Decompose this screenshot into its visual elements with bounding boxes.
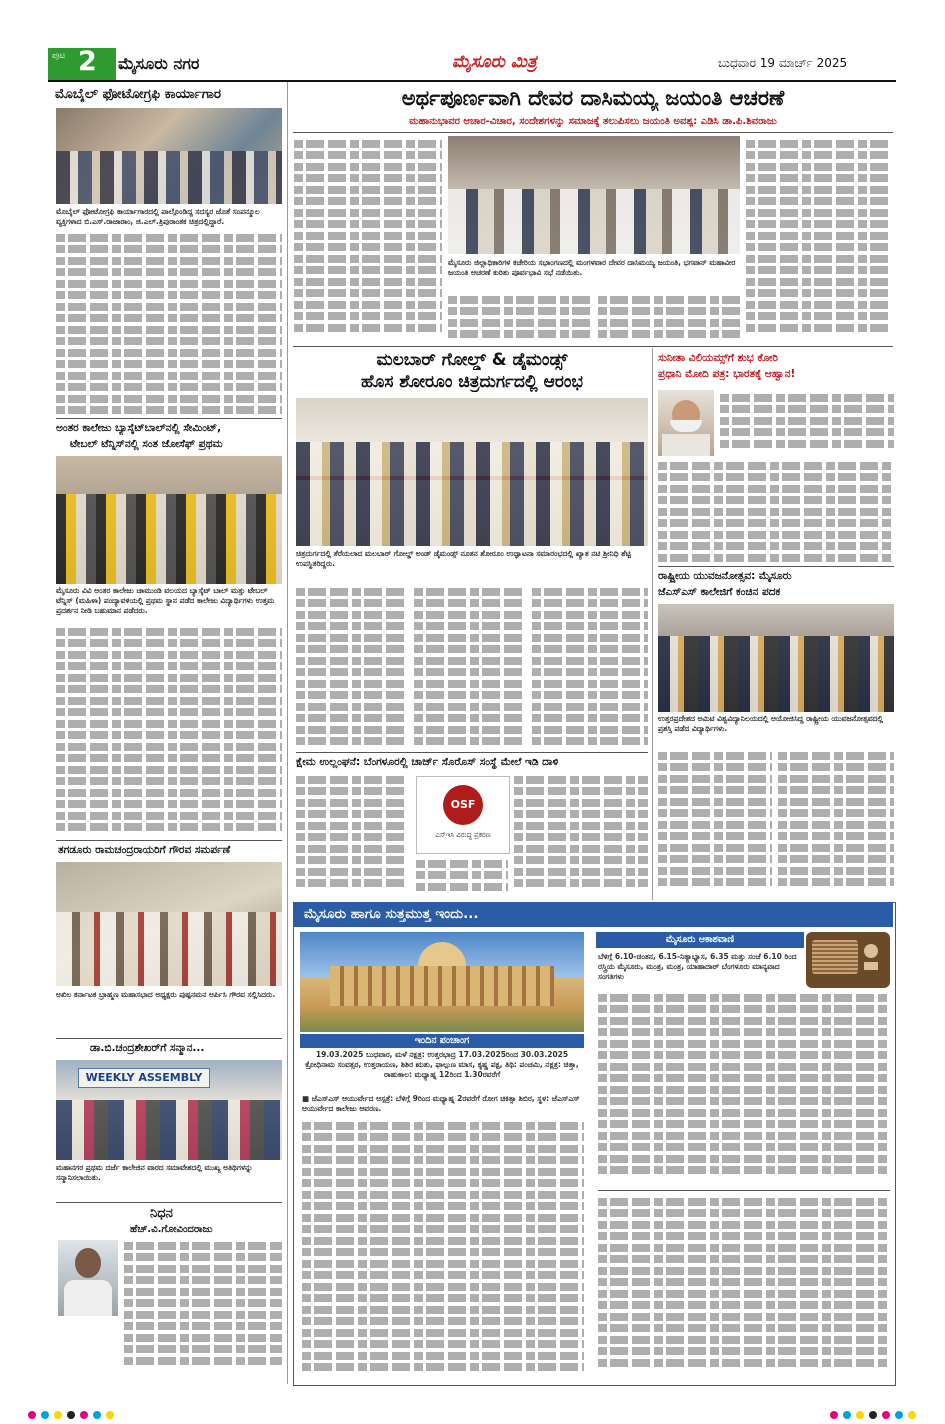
divider — [56, 840, 282, 841]
registration-dot — [106, 1411, 114, 1419]
pm-portrait — [658, 390, 714, 456]
lead-caption: ಮೈಸೂರು ಜಿಲ್ಲಾಧಿಕಾರಿಗಳ ಕಚೇರಿಯ ಸಭಾಂಗಣದಲ್ಲಿ ಮಂಗಳವಾರ ದೇವರ ದಾಸಿಮಯ್ಯ ಜಯಂತಿ, ಭಗವಾನ್ ಮಹಾವೀರ ಜಯಂತಿ ಆಚರಣೆ ಕುರಿತು ಪೂರ್ವಭಾವಿ ಸಭೆ ನಡೆಯಿತು. — [448, 258, 736, 277]
obituary-portrait — [58, 1240, 118, 1316]
page-label: ಪುಟ — [52, 51, 66, 61]
youth-fest-headline-2: ಜೆಎಸ್‌ಎಸ್ ಕಾಲೇಜಿಗೆ ಕಂಚಿನ ಪದಕ — [658, 586, 781, 598]
lead-body-col4 — [746, 136, 892, 344]
ed-raid-headline: ಕ್ಷೇಮ ಉಲ್ಲಂಘನೆ: ಬೆಂಗಳೂರಲ್ಲಿ ಚಾರ್ಜ್ ಸೊರೊಸ್ ಸಂಸ್ಥೆ ಮೇಲೆ ಇಡಿ ದಾಳಿ — [296, 756, 559, 768]
divider — [293, 346, 893, 347]
caption-workshop: ಮೊಬೈಲ್ ಫೋಟೋಗ್ರಫಿ ಕಾರ್ಯಾಗಾರದಲ್ಲಿ ಪಾಲ್ಗೊಂಡಿದ್ದ ಸದಸ್ಯರ ಜೊತೆ ಸಂಪನ್ಮೂಲ ವ್ಯಕ್ತಿಗಳಾದ ಬಿ.ಎಸ್.ರಾಜಾರಾಂ, ಜಿ.ಎಲ್.ತ್ರಿಪುರಾಂತಕ ಚಿತ್ರದಲ್ಲಿದ್ದಾರೆ. — [56, 207, 260, 226]
divider — [56, 1038, 282, 1039]
radio-title: ಮೈಸೂರು ಆಕಾಶವಾಣಿ — [665, 934, 735, 945]
radio-header — [596, 932, 804, 948]
osf-logo — [416, 776, 510, 854]
panchanga-text: 19.03.2025 ಬುಧವಾರ, ಮಳೆ ನಕ್ಷತ್ರ: ಉತ್ತರಭಾದ್ರ 17.03.2025ರಿಂದ 30.03.2025 ಕ್ರೋಧಿನಾಮ ಸಂವತ್ಸರ, ಉತ್ತರಾಯಣ, ಶಿಶಿರ ಋತು, ಫಾಲ್ಗುಣ ಮಾಸ, ಕೃಷ್ಣ ಪಕ್ಷ, ತಿಥಿ: ಪಂಚಮಿ, ನಕ್ಷತ್ರ: ಚಿತ್ತಾ, ರಾಹುಕಾಲ: ಮಧ್ಯಾಹ್ನ 12ರಿಂದ 1.30ರವರೆಗೆ — [305, 1050, 579, 1079]
headline-felicitation-2: ಡಾ.ಬಿ.ಚಂದ್ರಶೇಖರ್‌ಗೆ ಸನ್ಮಾನ... — [90, 1042, 205, 1054]
lead-body-col3 — [598, 292, 740, 344]
registration-dot — [80, 1411, 88, 1419]
obituary-name: ಹೆಚ್.ವಿ.ಗೋವಿಂದರಾಜು — [130, 1224, 213, 1235]
group-photo-workshop — [56, 108, 282, 204]
divider — [598, 1190, 890, 1191]
article-body-sports — [56, 624, 282, 836]
malabar-headline-2: ಹೊಸ ಶೋರೂಂ ಚಿತ್ರದುರ್ಗದಲ್ಲಿ ಆರಂಭ — [361, 372, 583, 392]
lead-body-col1 — [294, 136, 442, 344]
divider — [56, 418, 282, 419]
weekly-assembly-board: WEEKLY ASSEMBLY — [78, 1068, 210, 1088]
headline-basketball-2: ಟೇಬಲ್ ಟೆನ್ನಿಸ್‌ನಲ್ಲಿ ಸಂತ ಜೋಸೆಫ್ ಪ್ರಥಮ — [70, 438, 223, 450]
showroom-inauguration-photo — [296, 398, 648, 546]
issue-date: ಬುಧವಾರ 19 ಮಾರ್ಚ್ 2025 — [718, 56, 848, 70]
radio-icon — [806, 932, 890, 988]
lead-body-col2 — [448, 292, 590, 344]
registration-dot — [908, 1411, 916, 1419]
malabar-body-col3 — [532, 584, 648, 750]
page-number-badge — [48, 48, 116, 80]
felicitation-photo — [56, 862, 282, 986]
section-title: ಮೈಸೂರು ನಗರ — [118, 48, 278, 80]
event-item-first: ■ ಜೆಎಸ್ಎಸ್ ಆಯುರ್ವೇದ ಆಸ್ಪತ್ರೆ: ಬೆಳಿಗ್ಗೆ 9ರಿಂದ ಮಧ್ಯಾಹ್ನ 2ರವರೆಗೆ ರೋಗ ಚಿಕಿತ್ಸಾ ಶಿಬಿರ, ಸ್ಥಳ: ಜೆಎಸ್ಎಸ್ ಆಯುರ್ವೇದ ಕಾಲೇಜು ಆವರಣ. — [302, 1094, 580, 1113]
assembly-photo — [56, 1060, 282, 1160]
events-banner — [294, 903, 893, 927]
youth-fest-caption: ಉತ್ತರಪ್ರದೇಶದ ಅಮಿಟಿ ವಿಶ್ವವಿದ್ಯಾನಿಲಯದಲ್ಲಿ ಆಯೋಜಿಸಿದ್ದ ರಾಷ್ಟ್ರೀಯ ಯುವಜನೋತ್ಸವದಲ್ಲಿ ಪ್ರಶಸ್ತಿ ಪಡೆದ ವಿದ್ಯಾರ್ಥಿಗಳು. — [658, 714, 884, 733]
sunita-headline-1: ಸುನೀತಾ ವಿಲಿಯಮ್ಸ್‌ಗೆ ಶುಭ ಕೋರಿ — [658, 352, 778, 364]
registration-dot — [830, 1411, 838, 1419]
osf-logo-mark: OSF — [443, 785, 483, 825]
radio-schedule-first: ಬೆಳಿಗ್ಗೆ 6.10-ಚಿಂತನ, 6.15-ನಿತ್ಯಾಭ್ಯಾಸ, 6.35 ಮತ್ತು ಸಂಜೆ 6.10 ರಿಂದ ರಸ್ತ್ರಿಯ ಮೈಸೂರು, ಮಂತ್ರ, ಮಂತ್ರ, ಯಾಹಾದಾರ್ ಬೆಂಗಳೂರು ಮಾನ್ಯವಾದ ಸಂಗತಿಗಳು — [598, 952, 797, 981]
sunita-body — [658, 458, 894, 564]
malabar-caption: ಚಿತ್ರದುರ್ಗದಲ್ಲಿ ತೆರೆಯಲಾದ ಮಲಬಾರ್ ಗೋಲ್ಡ್ ಅಂಡ್ ಡೈಮಂಡ್ಸ್ ನೂತನ ಶೋರೂಂ ಉದ್ಘಾಟನಾ ಸಮಾರಂಭದಲ್ಲಿ ಖ್ಯಾತ ನಟಿ ಶ್ರೀನಿಧಿ ಶೆಟ್ಟಿ ಉಪಸ್ಥಿತರಿದ್ದರು. — [296, 549, 632, 568]
osf-logo-caption: ಎಸ್‌ಇಸಿ ವಿರುದ್ಧ ಪ್ರಕರಣ — [435, 831, 491, 839]
registration-dot — [28, 1411, 36, 1419]
page-number: 2 — [78, 46, 97, 77]
mysore-palace-photo — [300, 932, 584, 1032]
radio-schedule — [598, 990, 890, 1188]
divider — [658, 566, 894, 567]
ed-body-col2 — [416, 856, 508, 898]
registration-dot — [895, 1411, 903, 1419]
registration-dot — [67, 1411, 75, 1419]
headline-basketball-1: ಅಂತರ ಕಾಲೇಜು ಬ್ಯಾಸ್ಕೆಟ್‌ಬಾಲ್‌ನಲ್ಲಿ ಸೇಮಿಂಟ್, — [56, 422, 222, 434]
registration-dot — [869, 1411, 877, 1419]
events-list — [302, 1118, 584, 1380]
registration-dot — [54, 1411, 62, 1419]
masthead-rule — [48, 80, 896, 82]
ed-body-col1 — [296, 772, 408, 898]
sunita-headline-2: ಪ್ರಧಾನಿ ಮೋದಿ ಪತ್ರ: ಭಾರತಕ್ಕೆ ಆಹ್ವಾನ! — [658, 368, 796, 380]
caption-assembly: ಮಹಾನಗರ ಪ್ರಥಮ ದರ್ಜೆ ಕಾಲೇಜಿನ ವಾರದ ಸಮಾವೇಶದಲ್ಲಿ ಮುಖ್ಯ ಅತಿಥಿಗಳನ್ನು ಸನ್ಮಾನಿಸಲಾಯಿತು. — [56, 1163, 253, 1182]
column-divider — [287, 82, 288, 1384]
headline-mobile-photo: ಮೊಬೈಲ್ ಫೋಟೋಗ್ರಫಿ ಕಾರ್ಯಾಗಾರ — [55, 86, 222, 102]
malabar-body-col1 — [296, 584, 408, 750]
column-divider — [652, 348, 653, 900]
award-ceremony-photo — [658, 604, 894, 712]
divider — [293, 132, 893, 133]
lead-headline: ಅರ್ಥಪೂರ್ಣವಾಗಿ ದೇವರ ದಾಸಿಮಯ್ಯ ಜಯಂತಿ ಆಚರಣೆ — [401, 86, 785, 110]
headline-honour: ತಗಡೂರು ರಾಮಚಂದ್ರರಾಯರಿಗೆ ಗೌರವ ಸಮರ್ಪಣೆ — [58, 844, 231, 856]
events-list-right — [598, 1194, 890, 1380]
article-body-workshop — [56, 230, 282, 414]
caption-felicitation: ಅಖಿಲ ಕರ್ನಾಟಕ ಬ್ರಾಹ್ಮಣ ಮಹಾಸಭಾದ ಅಧ್ಯಕ್ಷರು ಪುಷ್ಪನಮನ ಅರ್ಪಿಸಿ ಗೌರವ ಸಲ್ಲಿಸಿದರು. — [56, 990, 276, 999]
events-banner-title: ಮೈಸೂರು ಹಾಗೂ ಸುತ್ತಮುತ್ತ ಇಂದು... — [304, 906, 479, 922]
ed-body-col3 — [514, 772, 648, 898]
meeting-photo — [448, 136, 740, 254]
registration-dot — [843, 1411, 851, 1419]
registration-dot — [882, 1411, 890, 1419]
malabar-headline-1: ಮಲಬಾರ್ ಗೋಲ್ಡ್ & ಡೈಮಂಡ್ಸ್ — [376, 350, 568, 370]
youth-body-col1 — [658, 748, 772, 898]
paper-name: ಮೈಸೂರು ಮಿತ್ರ — [452, 52, 537, 72]
lead-subhead: ಮಹಾನುಭಾವರ ಆಚಾರ-ವಿಚಾರ, ಸಂದೇಶಗಳನ್ನು ಸಮಾಜಕ್ಕೆ ತಲುಪಿಸಲು ಜಯಂತಿ ಅವಶ್ಯ: ಎಡಿಸಿ ಡಾ.ಪಿ.ಶಿವರಾಜು — [409, 116, 777, 127]
youth-body-col2 — [778, 748, 894, 898]
registration-dot — [856, 1411, 864, 1419]
caption-sports: ಮೈಸೂರು ವಿವಿ ಅಂತರ ಕಾಲೇಜು ಚಾಮುಂಡಿ ವಲಯದ ಬ್ಯಾಸ್ಕೆಟ್ ಬಾಲ್ ಮತ್ತು ಟೇಬಲ್ ಟೆನ್ನಿಸ್ (ಮಹಿಳಾ) ಪಂದ್ಯಾವಳಿಯಲ್ಲಿ ಪ್ರಥಮ ಸ್ಥಾನ ಪಡೆದ ಕಾಲೇಜು ವಿದ್ಯಾರ್ಥಿಗಳು ಉತ್ತಮ ಪ್ರದರ್ಶನ ನೀಡಿ ಬಹುಮಾನ ಪಡೆದರು. — [56, 586, 275, 615]
registration-dot — [93, 1411, 101, 1419]
divider — [56, 1202, 282, 1203]
obituary-body — [124, 1238, 282, 1368]
divider — [296, 752, 648, 753]
obituary-heading: ನಿಧನ — [150, 1206, 173, 1221]
registration-dots-right — [830, 1404, 921, 1423]
malabar-body-col2 — [414, 584, 526, 750]
registration-dots-left — [28, 1404, 119, 1423]
sunita-body-top — [720, 390, 894, 456]
registration-dot — [41, 1411, 49, 1419]
sports-team-photo — [56, 456, 282, 584]
panchanga-header — [300, 1034, 584, 1048]
panchanga-title: ಇಂದಿನ ಪಂಚಾಂಗ — [414, 1035, 470, 1046]
youth-fest-headline-1: ರಾಷ್ಟ್ರೀಯ ಯುವಜನೋತ್ಸವ: ಮೈಸೂರು — [658, 570, 792, 582]
